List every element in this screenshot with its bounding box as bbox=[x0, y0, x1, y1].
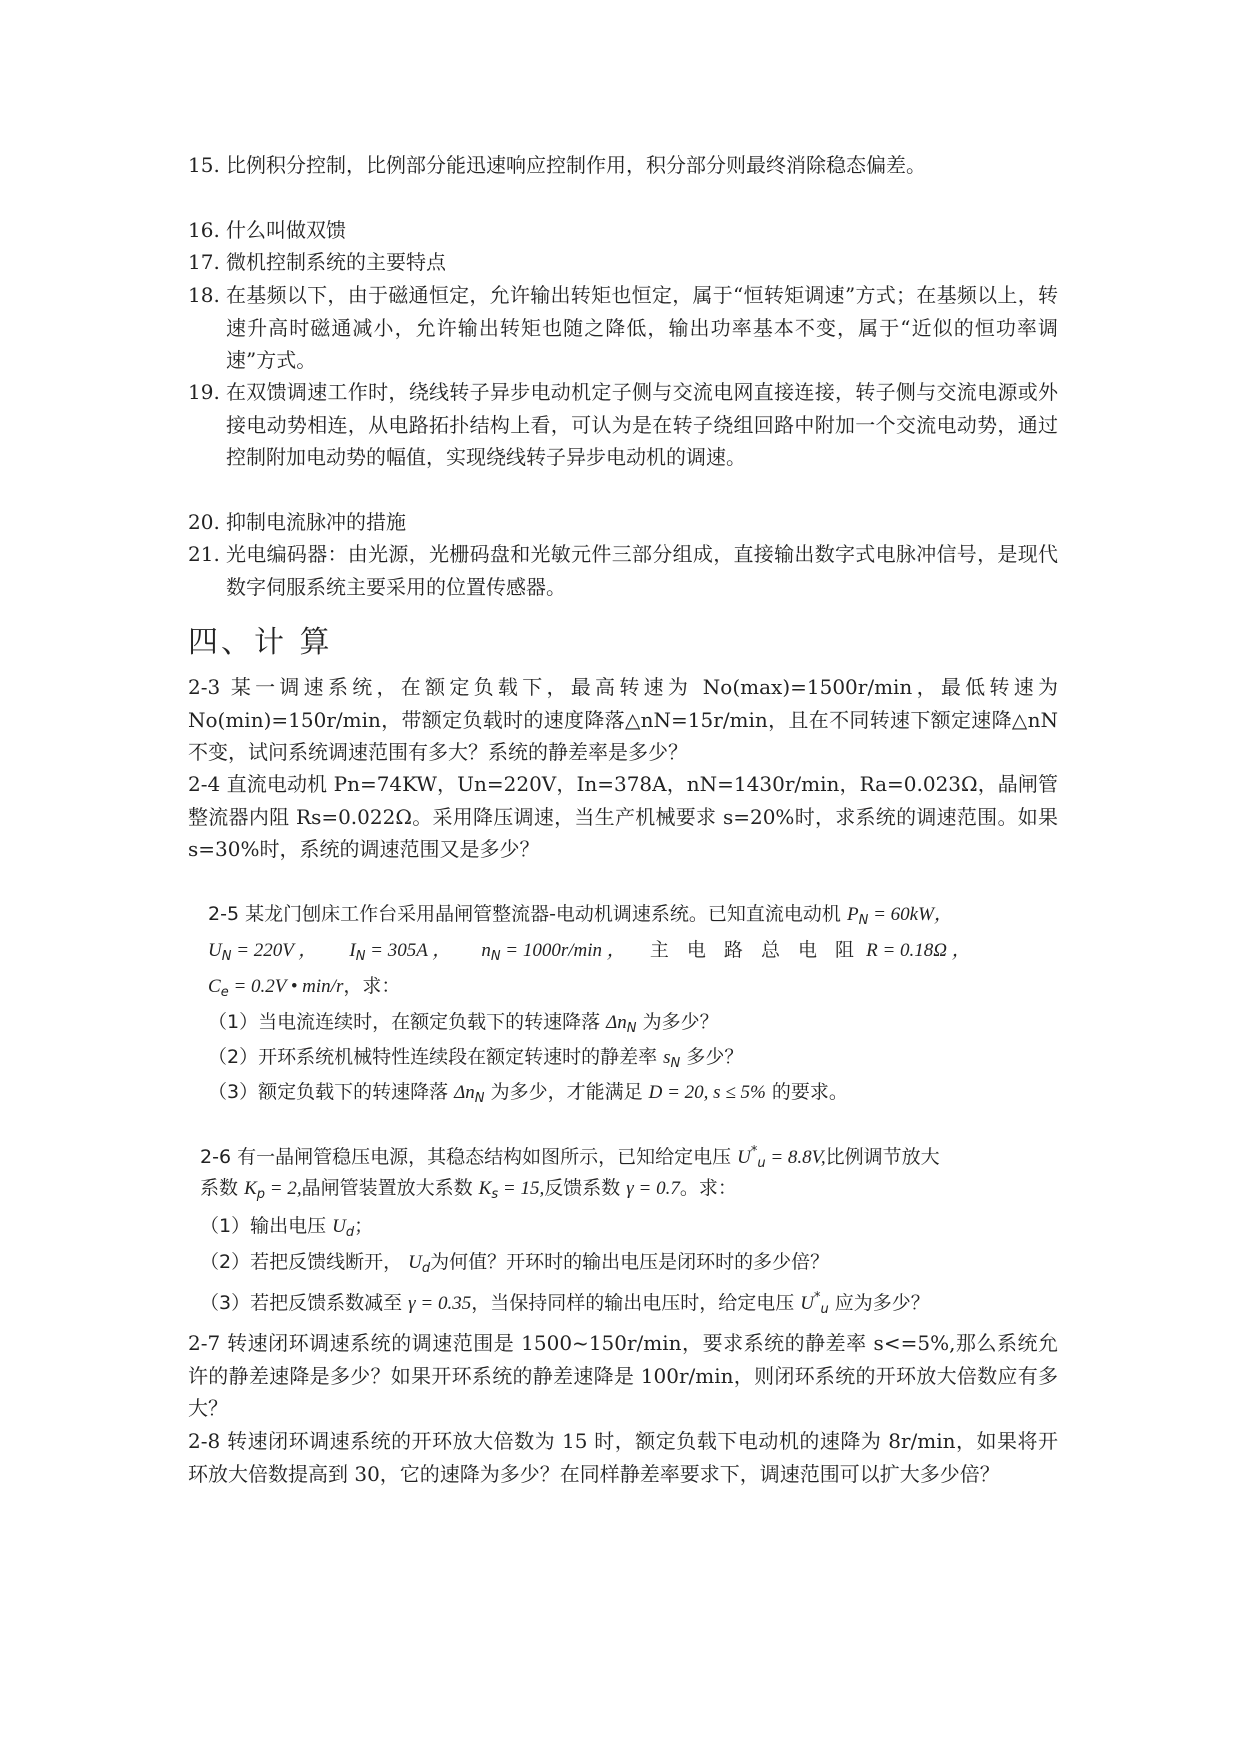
question-2: （2）开环系统机械特性连续段在额定转速时的静差率 bbox=[208, 1046, 658, 1068]
problem-2-6-ask: 。求： bbox=[679, 1177, 737, 1199]
item-15 bbox=[188, 149, 1058, 182]
problem-2-4: 2-4 直流电动机 Pn=74KW，Un=220V，In=378A，nN=1430r/min，Ra=0.023Ω，晶闸管整流器内阻 Rs=0.022Ω。采用降压调速，当生产机械要求 s=20%时，求系统的调速范围。如果 s=30%时，系统的调速范围又是多少？ bbox=[188, 772, 1058, 861]
question-3: （3）额定负载下的转速降落 bbox=[208, 1081, 449, 1103]
problem-2-6-text: 比例调节放大 bbox=[825, 1146, 940, 1168]
subscript: u bbox=[757, 1156, 766, 1171]
resistance-label: 主 电 路 总 电 阻 bbox=[649, 939, 861, 961]
question-2-tail: 多少？ bbox=[686, 1046, 744, 1068]
item-number: 19. bbox=[188, 380, 220, 404]
subscript: e bbox=[220, 985, 229, 1000]
question-3-tail: 应为多少？ bbox=[834, 1292, 930, 1314]
value-nn: = 1000r/min ， bbox=[500, 940, 626, 961]
question-3-mid: 为多少，才能满足 bbox=[490, 1081, 643, 1103]
item-number: 18. bbox=[188, 283, 220, 307]
value-gamma: γ = 0.7 bbox=[626, 1178, 680, 1199]
problem-2-8: 2-8 转速闭环调速系统的开环放大倍数为 15 时，额定负载下电动机的速降为 8r/min，如果将开环放大倍数提高到 30，它的速降为多少？在同样静差率要求下，调速范围可以扩大多少倍？ bbox=[188, 1429, 1058, 1486]
item-text: 在双馈调速工作时，绕线转子异步电动机定子侧与交流电网直接连接，转子侧与交流电源或外接电动势相连，从电路拓扑结构上看，可认为是在转子绕组回路中附加一个交流电动势，通过控制附加电动势的幅值，实现绕线转子异步电动机的调速。 bbox=[226, 380, 1058, 469]
item-text: 在基频以下，由于磁通恒定，允许输出转矩也恒定，属于“恒转矩调速”方式；在基频以上，转速升高时磁通减小，允许输出转矩也随之降低，输出功率基本不变，属于“近似的恒功率调速”方式。 bbox=[226, 283, 1058, 372]
item-number: 20. bbox=[188, 510, 220, 534]
question-3-mid: ，当保持同样的输出电压时，给定电压 bbox=[471, 1292, 795, 1314]
value-un: = 220V ， bbox=[231, 940, 318, 961]
problem-2-6-intro: 2-6 有一晶闸管稳压电源，其稳态结构如图所示，已知给定电压 bbox=[200, 1146, 732, 1168]
superscript: * bbox=[814, 1290, 821, 1305]
problem-2-6-text: 反馈系数 bbox=[544, 1177, 621, 1199]
symbol-kp: K bbox=[244, 1178, 257, 1199]
item-number: 15. bbox=[188, 153, 220, 177]
value-pn: = 60kW， bbox=[868, 904, 953, 925]
symbol-u: U bbox=[800, 1293, 814, 1314]
problem-2-6 bbox=[200, 1136, 1050, 1326]
problem-2-5-intro: 2-5 某龙门刨床工作台采用晶闸管整流器-电动机调速系统。已知直流电动机 bbox=[208, 903, 841, 925]
problem-2-3: 2-3 某一调速系统，在额定负载下，最高转速为 No(max)=1500r/min，最低转速为 No(min)=150r/min，带额定负载时的速度降落△nN=15r/min，且在不同转速下额定速降△nN 不变，试问系统调速范围有多大？系统的静差率是多少？ bbox=[188, 675, 1058, 764]
item-text: 比例积分控制，比例部分能迅速响应控制作用，积分部分则最终消除稳态偏差。 bbox=[226, 153, 926, 177]
item-text: 抑制电流脉冲的措施 bbox=[226, 510, 406, 534]
symbol-ud: U bbox=[408, 1252, 422, 1273]
item-text: 微机控制系统的主要特点 bbox=[226, 250, 446, 274]
item-17 bbox=[188, 246, 1058, 279]
condition: D = 20, s ≤ 5% bbox=[648, 1082, 766, 1103]
item-number: 21. bbox=[188, 542, 220, 566]
symbol-ud: U bbox=[332, 1216, 346, 1237]
value-ks: = 15, bbox=[498, 1178, 545, 1199]
subscript: N bbox=[355, 949, 366, 964]
subscript: N bbox=[858, 913, 869, 928]
symbol: s bbox=[663, 1047, 671, 1068]
item-number: 16. bbox=[188, 218, 220, 242]
item-16 bbox=[188, 214, 1058, 247]
symbol: Δn bbox=[606, 1012, 627, 1033]
question-2: （2）若把反馈线断开， bbox=[200, 1251, 403, 1273]
question-2-tail: 为何值？开环时的输出电压是闭环时的多少倍？ bbox=[430, 1251, 830, 1273]
subscript: N bbox=[221, 949, 232, 964]
item-text: 什么叫做双馈 bbox=[226, 218, 346, 242]
value-gamma-new: γ = 0.35 bbox=[408, 1293, 472, 1314]
symbol-un: U bbox=[208, 940, 222, 961]
question-1-tail: ； bbox=[354, 1215, 374, 1237]
value-u: = 8.8V, bbox=[765, 1147, 826, 1168]
symbol-u: U bbox=[737, 1147, 751, 1168]
value-in: = 305A ， bbox=[365, 940, 452, 961]
question-1: （1）输出电压 bbox=[200, 1215, 327, 1237]
question-3-tail: 的要求。 bbox=[771, 1081, 848, 1103]
subscript: N bbox=[626, 1021, 637, 1036]
item-text: 光电编码器：由光源，光栅码盘和光敏元件三部分组成，直接输出数字式电脉冲信号，是现代数字伺服系统主要采用的位置传感器。 bbox=[226, 542, 1058, 599]
superscript: * bbox=[750, 1144, 758, 1159]
symbol-ks: K bbox=[478, 1178, 492, 1199]
subscript: d bbox=[345, 1225, 355, 1240]
item-number: 17. bbox=[188, 250, 220, 274]
problem-2-5-ask: ，求： bbox=[343, 975, 401, 997]
question-1: （1）当电流连续时，在额定负载下的转速降落 bbox=[208, 1011, 601, 1033]
problem-2-7: 2-7 转速闭环调速系统的调速范围是 1500~150r/min，要求系统的静差率 s<=5%,那么系统允许的静差速降是多少？如果开环系统的静差速降是 100r/min，则闭环系统的开环放大倍数应有多大？ bbox=[188, 1331, 1058, 1420]
value-ce: = 0.2V • min/r bbox=[228, 976, 344, 997]
symbol-ce: C bbox=[208, 976, 221, 997]
problem-2-6-text: 系数 bbox=[200, 1177, 239, 1199]
subscript: N bbox=[670, 1056, 681, 1071]
item-21 bbox=[188, 538, 1058, 603]
symbol-in: I bbox=[349, 940, 356, 961]
item-18 bbox=[188, 279, 1058, 377]
question-1-tail: 为多少？ bbox=[642, 1011, 719, 1033]
symbol-nn: n bbox=[481, 940, 491, 961]
value-kp: = 2, bbox=[265, 1178, 302, 1199]
symbol-pn: P bbox=[846, 904, 859, 925]
value-r: R = 0.18Ω ， bbox=[866, 940, 971, 961]
item-19 bbox=[188, 376, 1058, 474]
subscript: d bbox=[421, 1261, 431, 1276]
problem-2-5 bbox=[208, 898, 1038, 1108]
problem-2-6-text: 晶闸管装置放大系数 bbox=[301, 1177, 473, 1199]
subscript: s bbox=[491, 1187, 499, 1202]
question-3: （3）若把反馈系数减至 bbox=[200, 1292, 403, 1314]
subscript: u bbox=[820, 1302, 829, 1317]
subscript: N bbox=[490, 949, 501, 964]
section-heading: 四、计 算 bbox=[188, 625, 333, 660]
symbol: Δn bbox=[454, 1082, 475, 1103]
item-20 bbox=[188, 506, 1058, 539]
subscript: p bbox=[256, 1187, 266, 1202]
subscript: N bbox=[474, 1091, 485, 1106]
